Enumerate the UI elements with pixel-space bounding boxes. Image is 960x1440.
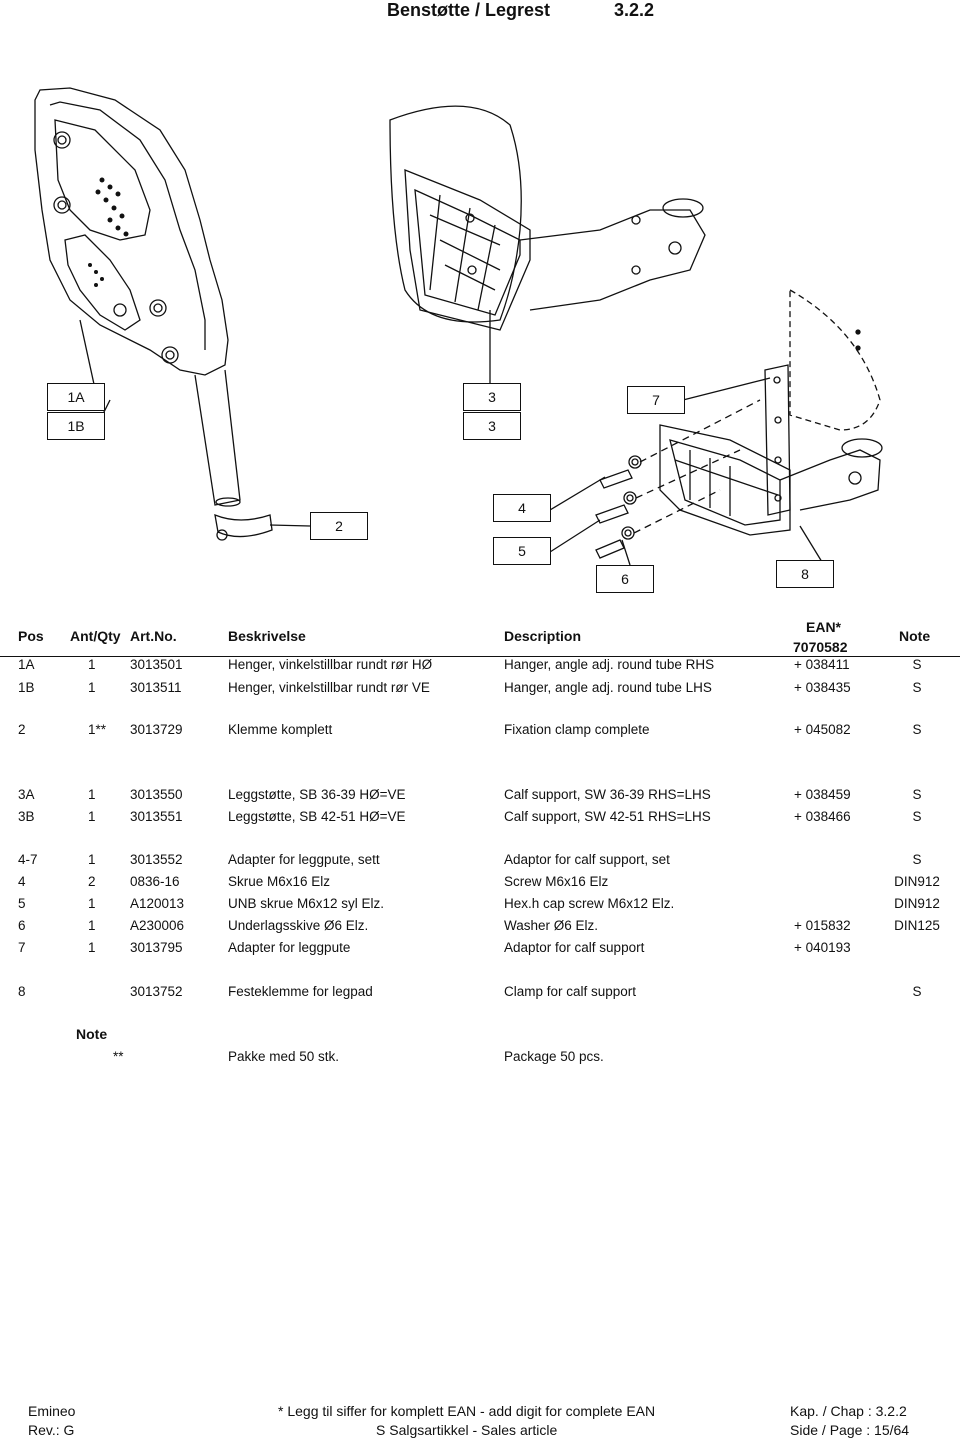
footer-ean-note: * Legg til siffer for komplett EAN - add digit for complete EAN xyxy=(278,1403,656,1419)
cell-pos: 3B xyxy=(18,809,35,824)
cell-beskrivelse: Skrue M6x16 Elz xyxy=(228,874,331,889)
cell-beskrivelse: Leggstøtte, SB 36-39 HØ=VE xyxy=(228,787,406,802)
callout-6: 6 xyxy=(596,565,654,593)
callout-3a: 3 xyxy=(463,383,521,411)
cell-note: S xyxy=(912,722,922,737)
cell-qty: 1 xyxy=(88,680,96,695)
header-art: Art.No. xyxy=(130,628,177,644)
callout-2: 2 xyxy=(310,512,368,540)
cell-description: Washer Ø6 Elz. xyxy=(504,918,599,933)
calf-support-lower-drawing xyxy=(596,290,882,558)
cell-beskrivelse: Festeklemme for legpad xyxy=(228,984,373,999)
cell-qty: 1 xyxy=(88,787,96,802)
cell-pos: 5 xyxy=(18,896,26,911)
header-note: Note xyxy=(899,628,931,644)
table-row xyxy=(0,896,960,916)
cell-description: Hanger, angle adj. round tube LHS xyxy=(504,680,712,695)
cell-pos: 6 xyxy=(18,918,26,933)
leader-lines xyxy=(80,310,822,565)
cell-ean: + 015832 xyxy=(794,918,851,933)
table-row xyxy=(0,984,960,1004)
calf-support-upper-drawing xyxy=(390,106,705,330)
footer-company: Emineo xyxy=(28,1403,76,1419)
cell-beskrivelse: Henger, vinkelstillbar rundt rør HØ xyxy=(228,657,433,672)
cell-art: 3013501 xyxy=(130,657,183,672)
cell-ean: + 038466 xyxy=(794,809,851,824)
table-row xyxy=(0,680,960,700)
cell-note: S xyxy=(912,787,922,802)
cell-qty: 1 xyxy=(88,657,96,672)
cell-art: 3013550 xyxy=(130,787,183,802)
cell-art: 3013551 xyxy=(130,809,183,824)
notes-mark: ** xyxy=(113,1049,124,1064)
callout-5: 5 xyxy=(493,537,551,565)
cell-note: S xyxy=(912,984,922,999)
header-qty: Ant/Qty xyxy=(70,628,121,644)
callout-1b: 1B xyxy=(47,412,105,440)
cell-pos: 3A xyxy=(18,787,35,802)
chapter-number: 3.2.2 xyxy=(614,0,655,20)
cell-qty: 1 xyxy=(88,809,96,824)
footer-revision: Rev.: G xyxy=(28,1422,75,1438)
cell-beskrivelse: Adapter for leggpute xyxy=(228,940,351,955)
cell-pos: 8 xyxy=(18,984,26,999)
cell-note: DIN912 xyxy=(894,874,940,889)
cell-pos: 2 xyxy=(18,722,26,737)
cell-description: Screw M6x16 Elz xyxy=(504,874,609,889)
cell-pos: 7 xyxy=(18,940,26,955)
cell-ean: + 038411 xyxy=(794,657,850,672)
cell-art: 0836-16 xyxy=(130,874,180,889)
exploded-parts-drawing xyxy=(0,30,960,620)
callout-7: 7 xyxy=(627,386,685,414)
header-pos: Pos xyxy=(18,628,44,644)
cell-qty: 2 xyxy=(88,874,96,889)
footer-chapter: Kap. / Chap : 3.2.2 xyxy=(790,1403,907,1419)
cell-note: S xyxy=(912,809,922,824)
callout-8: 8 xyxy=(776,560,834,588)
cell-art: 3013752 xyxy=(130,984,183,999)
cell-art: A230006 xyxy=(130,918,185,933)
cell-ean: + 038435 xyxy=(794,680,851,695)
cell-description: Calf support, SW 42-51 RHS=LHS xyxy=(504,809,711,824)
notes-text-en: Package 50 pcs. xyxy=(504,1049,604,1064)
callout-1a: 1A xyxy=(47,383,105,411)
cell-qty: 1** xyxy=(88,722,107,737)
cell-ean: + 045082 xyxy=(794,722,851,737)
cell-note: S xyxy=(912,680,922,695)
cell-description: Hanger, angle adj. round tube RHS xyxy=(504,657,715,672)
header-beskrivelse: Beskrivelse xyxy=(228,628,306,644)
hanger-part-drawing xyxy=(35,88,272,540)
cell-art: 3013795 xyxy=(130,940,183,955)
cell-description: Calf support, SW 36-39 RHS=LHS xyxy=(504,787,711,802)
cell-art: 3013511 xyxy=(130,680,182,695)
cell-note: S xyxy=(912,852,922,867)
table-row xyxy=(0,918,960,938)
table-row xyxy=(0,657,960,677)
table-row xyxy=(0,787,960,807)
cell-beskrivelse: Underlagsskive Ø6 Elz. xyxy=(228,918,369,933)
cell-beskrivelse: Klemme komplett xyxy=(228,722,333,737)
cell-pos: 1A xyxy=(18,657,35,672)
cell-description: Hex.h cap screw M6x12 Elz. xyxy=(504,896,675,911)
cell-pos: 4 xyxy=(18,874,26,889)
table-row xyxy=(0,940,960,960)
cell-beskrivelse: Adapter for leggpute, sett xyxy=(228,852,380,867)
cell-qty: 1 xyxy=(88,852,96,867)
footer-page: Side / Page : 15/64 xyxy=(790,1422,910,1438)
callout-4: 4 xyxy=(493,494,551,522)
table-row xyxy=(0,874,960,894)
cell-ean: + 038459 xyxy=(794,787,851,802)
cell-description: Fixation clamp complete xyxy=(504,722,650,737)
cell-beskrivelse: Henger, vinkelstillbar rundt rør VE xyxy=(228,680,430,695)
cell-note: DIN912 xyxy=(894,896,940,911)
cell-description: Adaptor for calf support, set xyxy=(504,852,670,867)
cell-description: Adaptor for calf support xyxy=(504,940,645,955)
footer-sales-note: S Salgsartikkel - Sales article xyxy=(376,1422,558,1438)
cell-ean: + 040193 xyxy=(794,940,851,955)
cell-pos: 4-7 xyxy=(18,852,38,867)
cell-beskrivelse: Leggstøtte, SB 42-51 HØ=VE xyxy=(228,809,406,824)
notes-text-no: Pakke med 50 stk. xyxy=(228,1049,340,1064)
cell-note: S xyxy=(912,657,922,672)
cell-description: Clamp for calf support xyxy=(504,984,637,999)
cell-qty: 1 xyxy=(88,940,96,955)
callout-3b: 3 xyxy=(463,412,521,440)
page-title: Benstøtte / Legrest xyxy=(387,0,551,20)
cell-art: A120013 xyxy=(130,896,185,911)
cell-art: 3013552 xyxy=(130,852,183,867)
cell-art: 3013729 xyxy=(130,722,183,737)
header-description: Description xyxy=(504,628,582,644)
table-row xyxy=(0,722,960,742)
header-ean: EAN* xyxy=(806,619,842,635)
table-row xyxy=(0,809,960,829)
notes-label: Note xyxy=(76,1026,108,1042)
cell-pos: 1B xyxy=(18,680,35,695)
cell-qty: 1 xyxy=(88,896,96,911)
cell-qty: 1 xyxy=(88,918,96,933)
cell-note: DIN125 xyxy=(894,918,940,933)
header-ean-prefix: 7070582 xyxy=(793,639,848,655)
table-row xyxy=(0,852,960,872)
cell-beskrivelse: UNB skrue M6x12 syl Elz. xyxy=(228,896,385,911)
